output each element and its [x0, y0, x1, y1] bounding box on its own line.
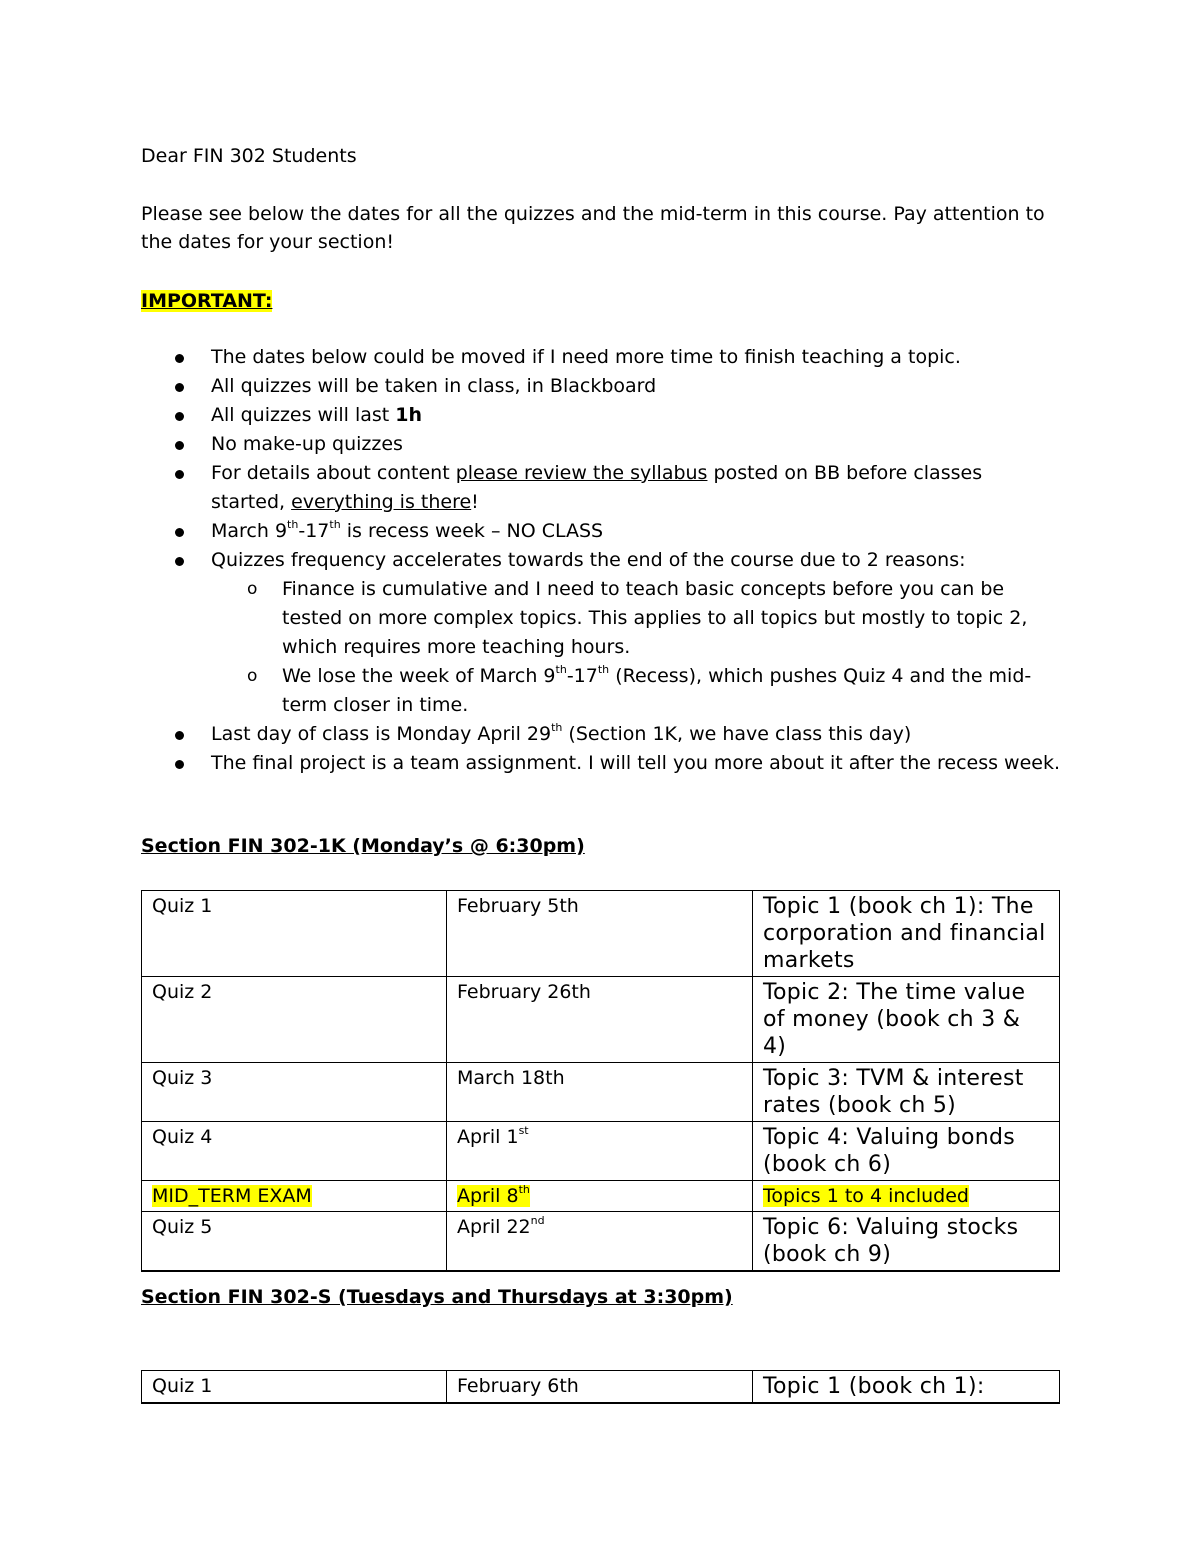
date-cell — [447, 1181, 753, 1212]
date-cell: February 6th — [447, 1371, 753, 1404]
important-text: IMPORTANT: — [141, 290, 273, 312]
midterm-date — [457, 1182, 530, 1207]
bullet-text: The dates below could be moved if I need more time to finish teaching a topic. — [211, 346, 961, 368]
topic-cell: Topic 6: Valuing stocks (book ch 9) — [753, 1212, 1060, 1272]
quiz-cell: Quiz 3 — [142, 1063, 447, 1122]
sub-text: (Recess), which pushes Quiz 4 and the mid- — [609, 665, 1032, 687]
sub-text: -17 — [566, 665, 598, 687]
date-text: April 8 — [457, 1185, 519, 1207]
superscript: st — [518, 1123, 529, 1137]
date-cell — [447, 1122, 753, 1181]
table-row — [142, 1181, 1060, 1212]
date-text: April 22 — [457, 1216, 531, 1238]
list-item — [141, 546, 1071, 720]
sub-text: We lose the week of March 9 — [282, 665, 556, 687]
sub-list-item — [211, 575, 1071, 662]
list-item — [141, 372, 1071, 401]
topic-cell: Topic 4: Valuing bonds (book ch 6) — [753, 1122, 1060, 1181]
date-text: April 1 — [457, 1126, 519, 1148]
quiz-cell: Quiz 5 — [142, 1212, 447, 1272]
list-item — [141, 401, 1071, 430]
section-1k-table — [141, 890, 1060, 1272]
bullet-text: ! — [471, 491, 479, 513]
quiz-cell: Quiz 4 — [142, 1122, 447, 1181]
list-item — [141, 749, 1071, 778]
quiz-cell: Quiz 1 — [142, 1371, 447, 1404]
greeting: Dear FIN 302 Students — [141, 145, 357, 167]
bullet-text: -17 — [298, 520, 330, 542]
table-row — [142, 977, 1060, 1063]
bullet-text: posted on BB before classes — [707, 462, 983, 484]
bullet-text: For details about content — [211, 462, 456, 484]
bullet-text: (Section 1K, we have class this day) — [562, 723, 912, 745]
bullet-text: All quizzes will last — [211, 404, 396, 426]
intro-line-2: the dates for your section! — [141, 231, 394, 253]
syllabus-link[interactable]: please review the syllabus — [455, 462, 708, 484]
table-row — [142, 1212, 1060, 1272]
bullet-text: No make-up quizzes — [211, 433, 403, 455]
quiz-cell: Quiz 1 — [142, 891, 447, 977]
superscript: nd — [530, 1213, 545, 1227]
table-row — [142, 1122, 1060, 1181]
date-cell: February 5th — [447, 891, 753, 977]
topic-cell — [753, 1181, 1060, 1212]
sub-text: tested on more complex topics. This applies to all topics but mostly to topic 2, — [282, 607, 1028, 629]
table-row — [142, 891, 1060, 977]
topic-cell: Topic 1 (book ch 1): — [753, 1371, 1060, 1404]
sub-text: term closer in time. — [282, 694, 469, 716]
sub-text: Finance is cumulative and I need to teach basic concepts before you can be — [282, 578, 1005, 600]
superscript: th — [597, 662, 610, 676]
table-row — [142, 1063, 1060, 1122]
intro-line-1: Please see below the dates for all the quizzes and the mid-term in this course. Pay attention to — [141, 203, 1045, 225]
superscript: th — [329, 517, 341, 531]
list-item — [141, 430, 1071, 459]
topic-cell: Topic 1 (book ch 1): The corporation and financial markets — [753, 891, 1060, 977]
section-1k-title: Section FIN 302-1K (Monday’s @ 6:30pm) — [141, 835, 585, 857]
sub-text: which requires more teaching hours. — [282, 636, 631, 658]
date-cell — [447, 1212, 753, 1272]
date-cell: February 26th — [447, 977, 753, 1063]
topic-cell: Topic 3: TVM & interest rates (book ch 5) — [753, 1063, 1060, 1122]
reasons-list — [211, 575, 1071, 720]
quiz-cell — [142, 1181, 447, 1212]
list-item — [141, 720, 1071, 749]
bullet-text: Last day of class is Monday April 29 — [211, 723, 552, 745]
bullet-text: The final project is a team assignment. I will tell you more about it after the recess week. — [211, 752, 1061, 774]
sub-list-item — [211, 662, 1071, 720]
superscript: th — [551, 720, 563, 734]
list-item — [141, 517, 1071, 546]
everything-link[interactable]: everything is there — [291, 491, 472, 513]
midterm-label: MID_TERM EXAM — [152, 1185, 312, 1207]
important-label — [141, 287, 272, 315]
bullet-text: All quizzes will be taken in class, in Blackboard — [211, 375, 657, 397]
date-cell: March 18th — [447, 1063, 753, 1122]
topic-cell: Topic 2: The time value of money (book ch 3 & 4) — [753, 977, 1060, 1063]
bullet-bold: 1h — [395, 404, 423, 426]
superscript: th — [555, 662, 567, 676]
bullet-text: started, — [211, 491, 292, 513]
section-s-table — [141, 1370, 1060, 1404]
important-list — [141, 343, 1071, 778]
list-item — [141, 459, 1071, 517]
superscript: th — [287, 517, 299, 531]
table-row — [142, 1371, 1060, 1404]
midterm-topics: Topics 1 to 4 included — [763, 1185, 969, 1207]
section-s-title: Section FIN 302-S (Tuesdays and Thursdays at 3:30pm) — [141, 1286, 733, 1308]
bullet-text: Quizzes frequency accelerates towards the end of the course due to 2 reasons: — [211, 549, 966, 571]
bullet-text: March 9 — [211, 520, 288, 542]
superscript: th — [518, 1182, 530, 1196]
quiz-cell: Quiz 2 — [142, 977, 447, 1063]
list-item — [141, 343, 1071, 372]
bullet-text: is recess week – NO CLASS — [340, 520, 604, 542]
